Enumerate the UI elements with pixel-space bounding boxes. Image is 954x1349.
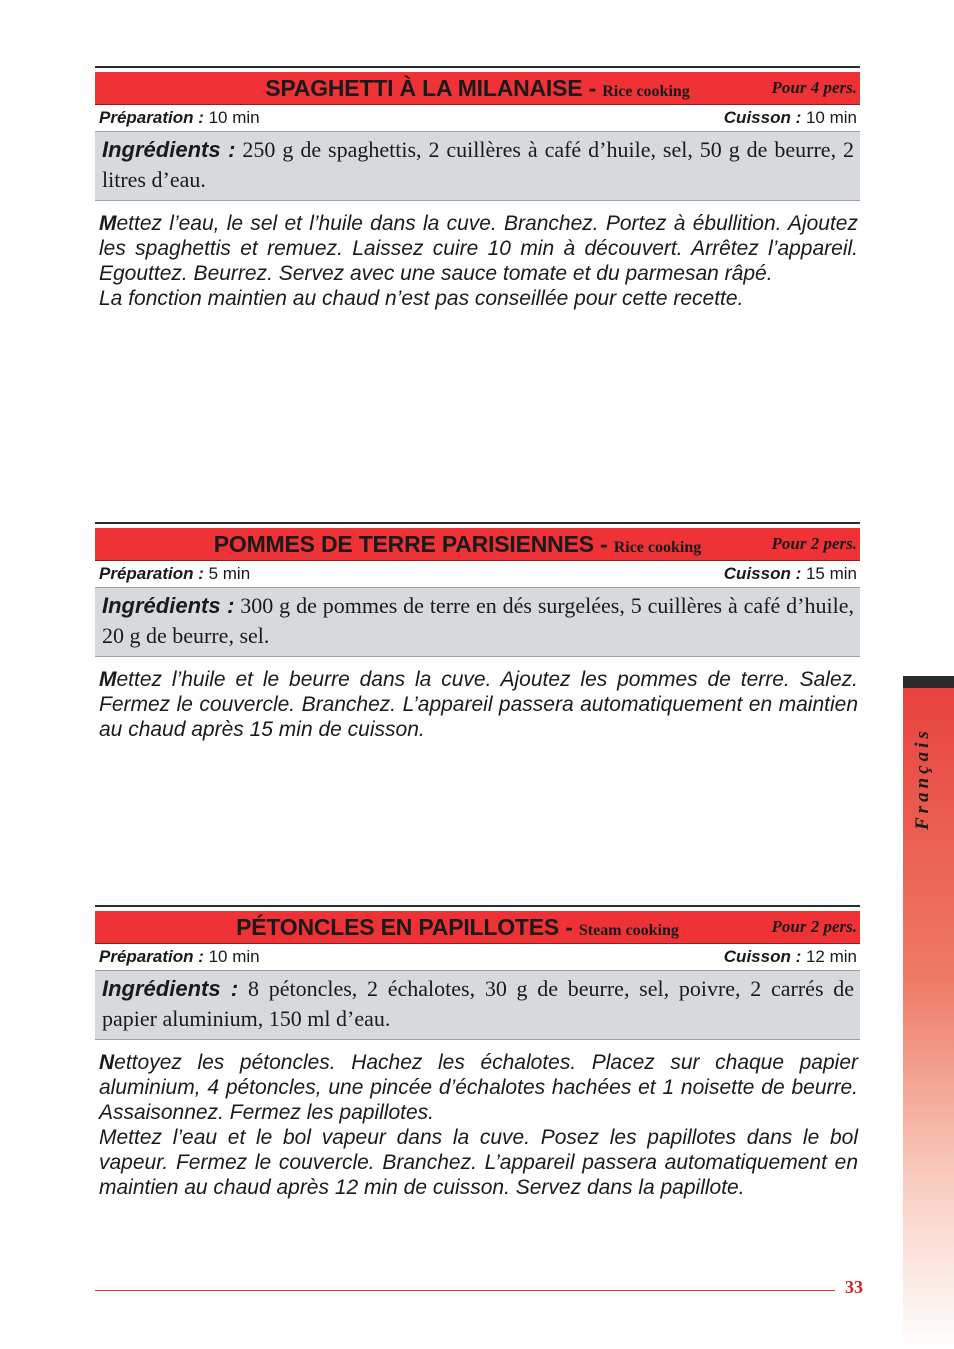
recipe-title-text: PÉTONCLES EN PAPILLOTES xyxy=(236,914,560,940)
recipe-top-rule xyxy=(95,522,860,524)
preparation-time xyxy=(99,108,260,128)
method-paragraph xyxy=(99,1125,858,1200)
ingredients-label: Ingrédients : xyxy=(102,976,239,1001)
title-separator: - xyxy=(582,75,603,101)
preparation-label: Préparation : xyxy=(99,564,204,583)
side-band-cap xyxy=(903,676,954,688)
recipe-pommes-de-terre xyxy=(95,522,860,742)
cooking-mode: Rice cooking xyxy=(602,83,690,100)
initial-letter: N xyxy=(99,1051,115,1074)
recipe-title-text: POMMES DE TERRE PARISIENNES xyxy=(213,531,594,557)
cooking-value: 12 min xyxy=(805,947,857,966)
recipe-title-bar xyxy=(95,911,860,944)
preparation-value: 5 min xyxy=(208,564,251,583)
method xyxy=(95,211,860,311)
recipe-title-bar xyxy=(95,72,860,105)
ingredients-box xyxy=(95,587,860,657)
cooking-label: Cuisson : xyxy=(723,108,802,127)
preparation-value: 10 min xyxy=(208,108,260,127)
recipe-title xyxy=(95,75,860,102)
cooking-label: Cuisson : xyxy=(723,564,802,583)
recipe-title xyxy=(95,531,860,558)
preparation-label: Préparation : xyxy=(99,947,204,966)
time-row xyxy=(95,105,860,131)
cooking-value: 15 min xyxy=(805,564,857,583)
ingredients-label: Ingrédients : xyxy=(102,593,235,618)
cooking-time xyxy=(724,564,857,584)
cooking-mode: Rice cooking xyxy=(613,539,702,556)
servings: Pour 4 pers. xyxy=(771,78,857,97)
cooking-time xyxy=(724,947,857,967)
preparation-time xyxy=(99,947,260,967)
method xyxy=(95,667,860,742)
initial-letter: M xyxy=(99,668,117,691)
method-paragraph xyxy=(99,1050,858,1125)
title-separator: - xyxy=(559,914,579,940)
recipe-petoncles xyxy=(95,905,860,1200)
preparation-time xyxy=(99,564,250,584)
initial-letter: M xyxy=(99,212,117,235)
footer-rule xyxy=(95,1290,835,1291)
cooking-value: 10 min xyxy=(805,108,857,127)
recipe-top-rule xyxy=(95,905,860,907)
method-text: ettoyez les pétoncles. Hachez les échalotes. Placez sur chaque papier aluminium, 4 pétoncles, une pincée d’échalotes hachées et 1 noisette de beurre. Assaisonnez. Fermez les papillotes. xyxy=(99,1051,858,1124)
recipe-title-text: SPAGHETTI À LA MILANAISE xyxy=(265,75,583,101)
method-paragraph xyxy=(99,211,858,286)
time-row xyxy=(95,944,860,970)
method-text: La fonction maintien au chaud n’est pas conseillée pour cette recette. xyxy=(99,287,744,310)
method-text: ettez l’huile et le beurre dans la cuve. Ajoutez les pommes de terre. Salez. Fermez le couvercle. Branchez. L’appareil passera automatiquement en maintien au chaud après 15 min de cuisson. xyxy=(99,668,858,741)
ingredients-text: 8 pétoncles, 2 échalotes, 30 g de beurre, sel, poivre, 2 carrés de papier aluminium, 150 ml d’eau. xyxy=(102,976,855,1031)
method-paragraph xyxy=(99,286,858,311)
recipe-spaghetti xyxy=(95,66,860,311)
method-paragraph xyxy=(99,667,858,742)
ingredients-text: 300 g de pommes de terre en dés surgelées, 5 cuillères à café d’huile, 20 g de beurre, sel. xyxy=(102,593,854,648)
ingredients-label: Ingrédients : xyxy=(102,137,236,162)
recipe-title xyxy=(95,914,860,941)
servings: Pour 2 pers. xyxy=(771,917,857,936)
cooking-time xyxy=(724,108,857,128)
preparation-value: 10 min xyxy=(208,947,260,966)
ingredients-box xyxy=(95,970,860,1040)
ingredients-box xyxy=(95,131,860,201)
language-tab-label: Français xyxy=(912,727,933,830)
preparation-label: Préparation : xyxy=(99,108,204,127)
cooking-mode: Steam cooking xyxy=(578,922,679,939)
method xyxy=(95,1050,860,1200)
servings: Pour 2 pers. xyxy=(771,534,857,553)
title-separator: - xyxy=(593,531,614,557)
ingredients-text: 250 g de spaghettis, 2 cuillères à café d’huile, sel, 50 g de beurre, 2 litres d’eau. xyxy=(102,137,855,192)
page-number: 33 xyxy=(845,1277,863,1297)
method-text: ettez l’eau, le sel et l’huile dans la cuve. Branchez. Portez à ébullition. Ajoutez les spaghettis et remuez. Laissez cuire 10 min à découvert. Arrêtez l’appareil. Egouttez. Beurrez. Servez avec une sauce tomate et du parmesan râpé. xyxy=(99,212,858,285)
recipe-title-bar xyxy=(95,528,860,561)
cooking-label: Cuisson : xyxy=(723,947,802,966)
time-row xyxy=(95,561,860,587)
method-text: Mettez l’eau et le bol vapeur dans la cuve. Posez les papillotes dans le bol vapeur. Fermez le couvercle. Branchez. L’appareil passera automatiquement en maintien au chaud après 12 min de cuisson. Servez dans la papillote. xyxy=(99,1126,858,1199)
recipe-top-rule xyxy=(95,66,860,68)
